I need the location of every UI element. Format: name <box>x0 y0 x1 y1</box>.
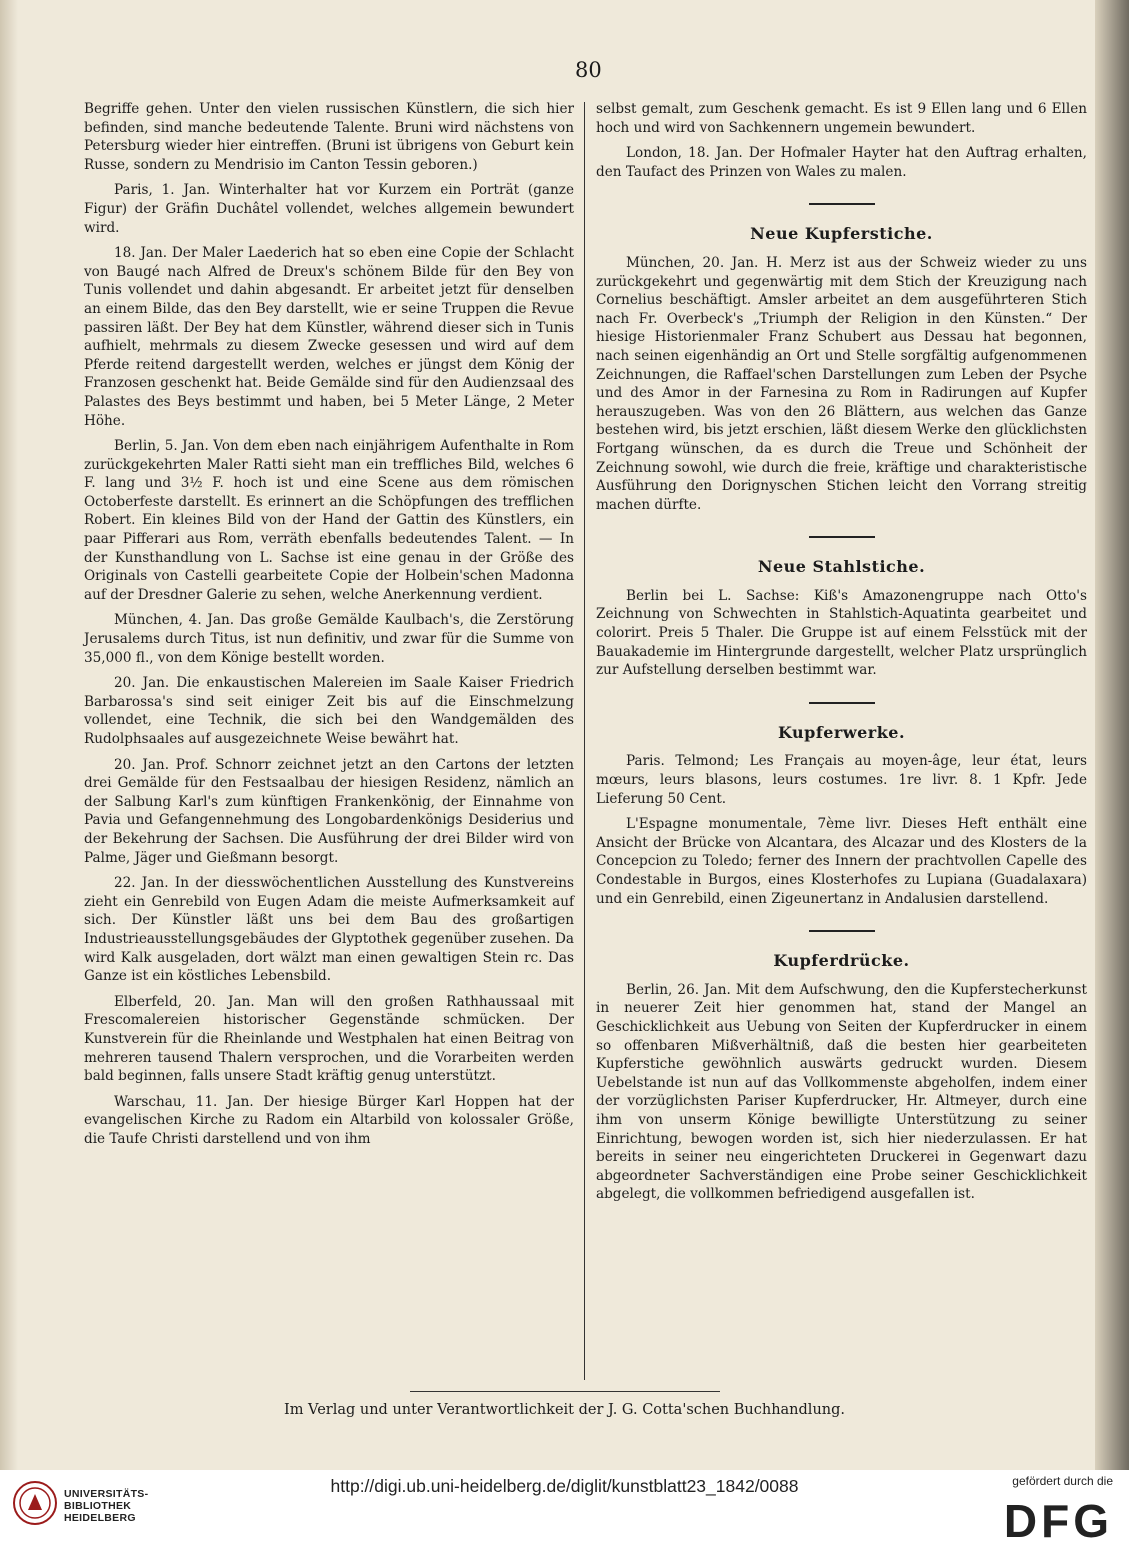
paragraph: Berlin, 5. Jan. Von dem eben nach einjährigem Aufenthalte in Rom zurückgekehrten Maler Ratti sieht man ein treffliches Bild, welches 6 F. lang und 3½ F. hoch ist und eine Scene aus dem römischen Octoberfeste darstellt. Es erinnert an die Schöpfungen des trefflichen Robert. Ein kleines Bild von der Hand der Gattin des Künstlers, ein paar Pifferari aus Rom, verräth ebenfalls bedeutendes Talent. — In der Kunsthandlung von L. Sachse ist eine genau in der Größe des Originals von Castelli gearbeitete Copie der Holbein'schen Madonna auf der Dresdner Galerie zu sehen, welche Anerkennung verdient. <box>84 438 574 603</box>
library-name-line: BIBLIOTHEK <box>64 1500 132 1512</box>
library-name-line: HEIDELBERG <box>64 1512 136 1524</box>
paragraph: Begriffe gehen. Unter den vielen russischen Künstlern, die sich hier befinden, sind manche bedeutende Talente. Bruni wird nächstens von Petersburg wieder hier eintreffen. (Bruni ist übrigens von Geburt kein Russe, sondern zu Mendrisio im Canton Tessin geboren.) <box>84 101 574 173</box>
paragraph: 22. Jan. In der diesswöchentlichen Ausstellung des Kunstvereins zieht ein Genrebild von Eugen Adam die meiste Aufmerksamkeit auf sich. Der Künstler läßt uns bei dem Bau des großartigen Industrieausstellungsgebäudes der Glyptothek gegenüber zusehen. Da wird Kalk ausgeladen, dort wälzt man einen gewaltigen Stein rc. Das Ganze ist ein köstliches Lebensbild. <box>84 875 574 985</box>
section-heading: Neue Stahlstiche. <box>757 557 926 577</box>
section-separator <box>809 702 875 704</box>
paragraph: München, 20. Jan. H. Merz ist aus der Schweiz wieder zu uns zurückgekehrt und gegenwärtig mit dem Stich der Kreuzigung nach Cornelius beschäftigt. Amsler arbeitet an dem ausgeführteren Stich nach Fr. Overbeck's „Triumph der Religion in den Künsten.“ Der hiesige Historienmaler Franz Schubert aus Dessau hat begonnen, nach seinen eigenhändig an Ort und Stelle sorgfältig aufgenommenen Zeichnungen, die Raffael'schen Darstellungen zum Leben der Psyche und des Amor in der Farnesina zu Rom in Radirungen auf Kupfer herauszugeben. Was von den 26 Blättern, aus welchen das Ganze bestehen wird, bis jetzt erschien, läßt diesem Werke den glücklichsten Fortgang wünschen, da es durch die Treue und Schönheit der Zeichnung sowohl, wie durch die freie, kräftige und charakteristische Ausführung den Dorignyschen Stichen leicht den Vorrang streitig machen dürfte. <box>596 254 1087 513</box>
dfg-logo: DFG <box>1003 1495 1113 1547</box>
page-left-edge <box>0 0 18 1470</box>
paragraph: L'Espagne monumentale, 7ème livr. Dieses Heft enthält eine Ansicht der Brücke von Alcantara, des Alcazar und des Klosters de la Concepcion zu Toledo; ferner des Innern der prachtvollen Capelle des Condestable in Burgos, eines Klosterhofes zu Lupiana (Guadalaxara) und ein Genrebild, einen Zigeunertanz in Andalusien darstellend. <box>596 816 1087 907</box>
left-column <box>84 100 574 1155</box>
paragraph: 20. Jan. Prof. Schnorr zeichnet jetzt an den Cartons der letzten drei Gemälde für den Festsaalbau der hiesigen Residenz, nämlich an der Salbung Karl's zum künftigen Frankenkönig, der Einnahme von Pavia und Gefangennehmung des Longobardenkönigs Desiderius und der Bekehrung der Sachsen. Die Ausführung der drei Bilder wird von Palme, Jäger und Gießmann besorgt. <box>84 756 574 866</box>
paragraph: Berlin, 26. Jan. Mit dem Aufschwung, den die Kupferstecherkunst in neuerer Zeit hier genommen hat, stand der Mangel an Geschicklichkeit aus Uebung von Seiten der Kupferdrucker in einem so offenbaren Mißverhältniß, daß die besten hier gearbeiteten Kupferstiche gewöhnlich auswärts gedruckt wurden. Diesem Uebelstande ist nun auf das Vollkommenste abgeholfen, indem einer der vorzüglichsten Pariser Kupferdrucker, Hr. Altmeyer, durch eine ihm von unserm Könige bewilligte Unterstützung zu seiner Einrichtung, bewogen worden ist, sich hier niederzulassen. Er hat bereits in seiner neu eingerichteten Druckerei in Gegenwart dazu abgeordneter Sachverständigen eine Probe seiner Geschicklichkeit abgelegt, die vollkommen befriedigend ausgefallen ist. <box>596 981 1087 1203</box>
section-separator <box>809 203 875 205</box>
page-number: 80 <box>575 58 602 82</box>
paragraph: Warschau, 11. Jan. Der hiesige Bürger Karl Hoppen hat der evangelischen Kirche zu Radom ein Altarbild von kolossaler Größe, die Taufe Christi darstellend und von ihm <box>84 1093 574 1147</box>
column-divider <box>584 102 585 1380</box>
paragraph: selbst gemalt, zum Geschenk gemacht. Es ist 9 Ellen lang und 6 Ellen hoch und wird von Sachkennern ungemein bewundert. <box>596 101 1087 136</box>
paragraph: 20. Jan. Die enkaustischen Malereien im Saale Kaiser Friedrich Barbarossa's sind seit einiger Zeit bis auf die Einschmelzung vollendet, eine Technik, die sich bei den Wandgemälden des Rudolphsaales auf ausgezeichnete Weise bewährt hat. <box>84 675 574 747</box>
paragraph: Berlin bei L. Sachse: Kiß's Amazonengruppe nach Otto's Zeichnung von Schwechten in Stahlstich-Aquatinta gearbeitet und colorirt. Preis 5 Thaler. Die Gruppe ist auf einem Felsstück mit der Bauakademie im Hintergrunde dargestellt, welcher Platz ursprünglich zur Aufstellung derselben bestimmt war. <box>596 587 1087 679</box>
section-heading: Kupferdrücke. <box>773 951 910 971</box>
paragraph: Paris, 1. Jan. Winterhalter hat vor Kurzem ein Porträt (ganze Figur) der Gräfin Duchâtel vollendet, welches allgemein bewundert wird. <box>84 182 574 236</box>
imprint: Im Verlag und unter Verantwortlichkeit der J. G. Cotta'schen Buchhandlung. <box>283 1402 846 1418</box>
page-binding-shadow <box>1095 0 1129 1470</box>
section-separator <box>809 536 875 538</box>
paragraph: Paris. Telmond; Les Français au moyen-âge, leur état, leurs mœurs, leurs blasons, leurs costumes. 1re livr. 8. 1 Kpfr. Jede Lieferung 50 Cent. <box>596 753 1087 807</box>
digitization-footer <box>0 1470 1129 1554</box>
paragraph: München, 4. Jan. Das große Gemälde Kaulbach's, die Zerstörung Jerusalems durch Titus, ist nun definitiv, und zwar für die Summe von 35,000 fl., von dem Könige bestellt worden. <box>84 612 574 666</box>
section-heading: Kupferwerke. <box>777 722 906 742</box>
paragraph: Elberfeld, 20. Jan. Man will den großen Rathhaussaal mit Frescomalereien historischer Gegenstände schmücken. Der Kunstverein für die Rheinlande und Westphalen hat einen Beitrag von mehreren tausend Thalern versprochen, und die Vorarbeiten werden bald beginnen, falls unsere Stadt kräftig genug unterstützt. <box>84 993 574 1085</box>
paragraph: 18. Jan. Der Maler Laederich hat so eben eine Copie der Schlacht von Baugé nach Alfred de Dreux's schönem Bilde für den Bey von Tunis vollendet und dahin abgesandt. Er arbeitet jetzt für denselben an einem Bilde, das den Bey darstellt, wie er seine Truppen die Revue passiren läßt. Der Bey hat dem Künstler, während dieser sich in Tunis aufhielt, mehrmals zu diesem Zwecke gesessen und wird auf dem Pferde reitend dargestellt werden, welches er jüngst dem König der Franzosen geschenkt hat. Beide Gemälde sind für den Audienzsaal des Palastes des Beys bestimmt und haben, bei 5 Meter Länge, 2 Meter Höhe. <box>84 245 574 429</box>
section-heading: Neue Kupferstiche. <box>750 224 933 244</box>
library-name-line: UNIVERSITÄTS- <box>64 1488 149 1500</box>
section-separator <box>809 930 875 932</box>
funded-by-label: gefördert durch die <box>1012 1474 1113 1488</box>
imprint-rule <box>410 1391 720 1392</box>
right-column <box>596 100 1087 1211</box>
paragraph: London, 18. Jan. Der Hofmaler Hayter hat den Auftrag erhalten, den Taufact des Prinzen von Wales zu malen. <box>596 145 1087 180</box>
source-url-link[interactable]: http://digi.ub.uni-heidelberg.de/diglit/kunstblatt23_1842/0088 <box>330 1476 799 1496</box>
